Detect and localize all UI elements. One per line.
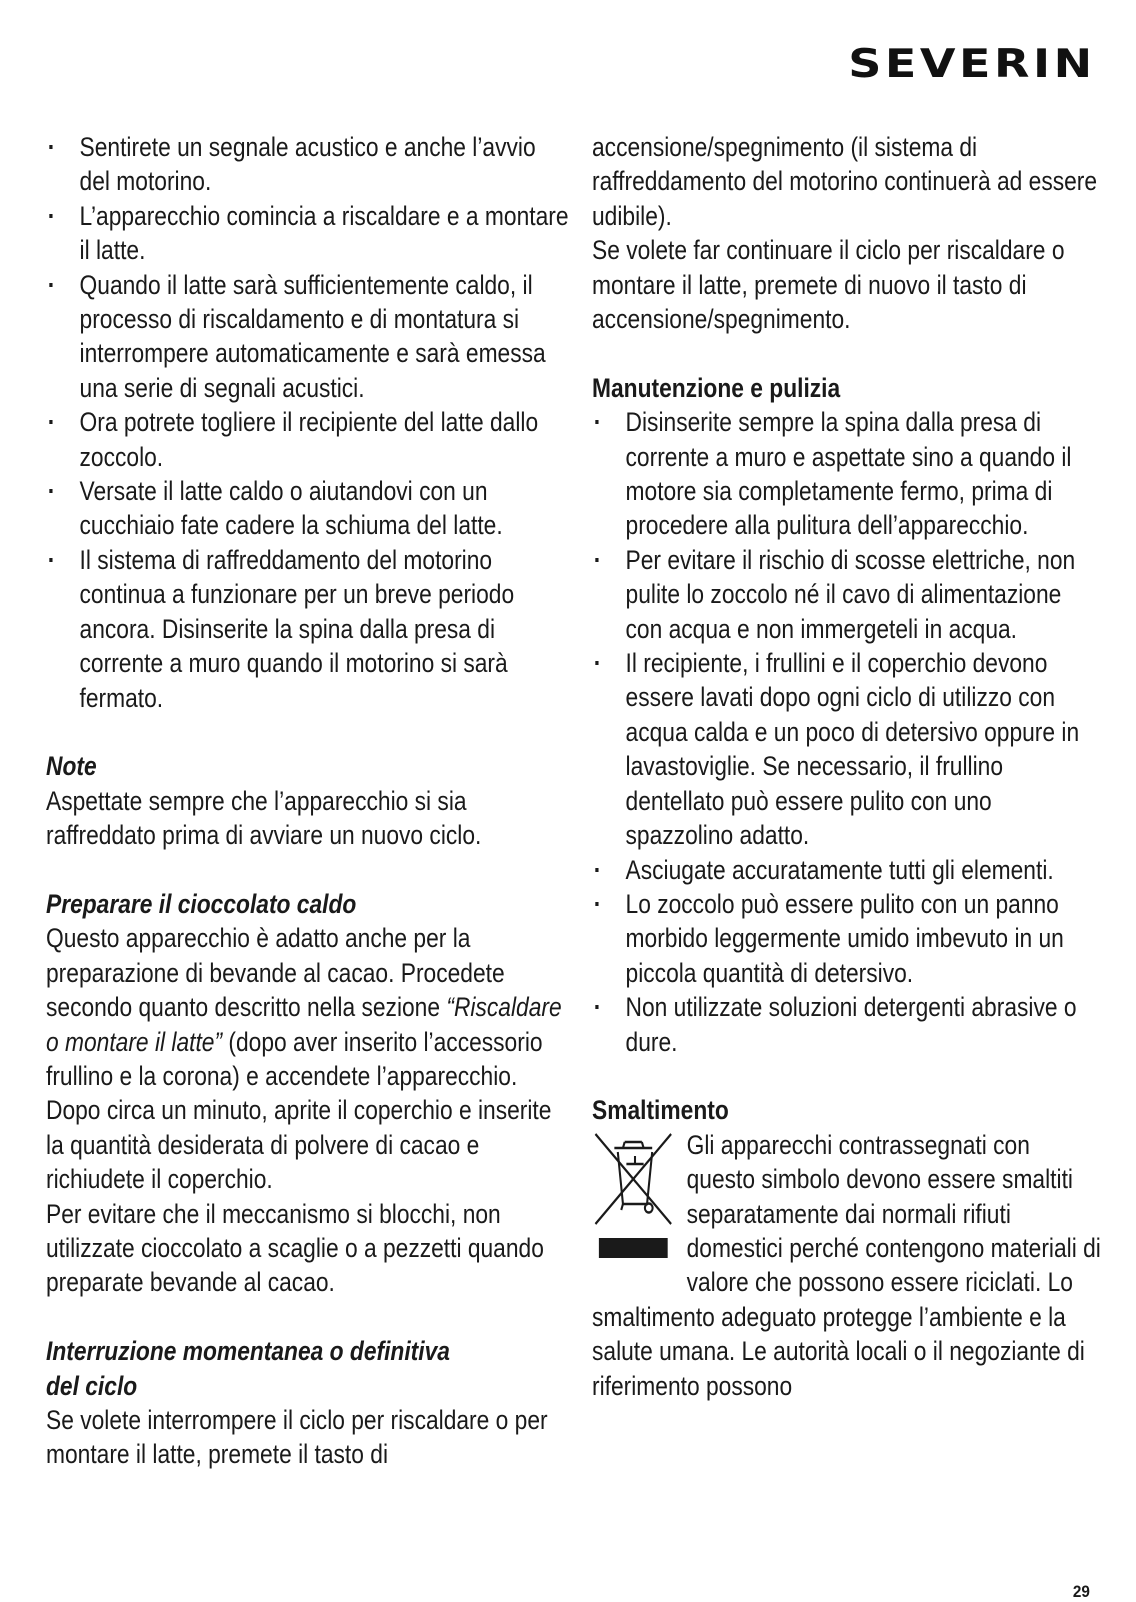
interrupt-heading-line: Interruzione momentanea o definitiva	[46, 1336, 450, 1367]
list-item: · Non utilizzate soluzioni detergenti abrasive o dure.	[592, 990, 1101, 1059]
page-number: 29	[1072, 1582, 1090, 1601]
disposal-heading: Smaltimento	[592, 1095, 729, 1126]
weee-bin-icon	[592, 1130, 687, 1270]
list-item: · Disinserite sempre la spina dalla presa di corrente a muro e aspettate sino a quando il motore sia completamente fermo, prima di procedere alla pulitura dell’apparecchio.	[592, 405, 1101, 543]
chocolate-text: (dopo aver inserito l’accessorio frullino e la corona) e accendete l’apparecchio. Dopo circa un minuto, aprite il coperchio e inserite la quantità desiderata di polvere di cacao e richiudete il coperchio.	[46, 1026, 552, 1195]
chocolate-heading: Preparare il cioccolato caldo	[46, 888, 357, 919]
interrupt-heading	[46, 1334, 571, 1403]
list-item: · Lo zoccolo può essere pulito con un panno morbido leggermente umido imbevuto in un piccola quantità di detersivo.	[592, 887, 1101, 990]
note-text: Aspettate sempre che l’apparecchio si sia raffreddato prima di avviare un nuovo ciclo.	[46, 785, 482, 851]
list-item: · Ora potrete togliere il recipiente del latte dallo zoccolo.	[46, 405, 571, 474]
list-item: · L’apparecchio comincia a riscaldare e a montare il latte.	[46, 199, 571, 268]
list-item: · Il sistema di raffreddamento del motorino continua a funzionare per un breve periodo ancora. Disinserite la spina dalla presa di corrente a muro quando il motorino si sarà fermato.	[46, 543, 571, 715]
list-item: · Versate il latte caldo o aiutandovi con un cucchiaio fate cadere la schiuma del latte.	[46, 474, 571, 543]
section-reference: “Riscaldare o montare il latte”	[46, 992, 562, 1057]
maintenance-list	[592, 405, 1101, 1059]
list-item: · Sentirete un segnale acustico e anche l’avvio del motorino.	[46, 130, 571, 199]
chocolate-paragraph	[46, 921, 571, 1196]
resume-text: Se volete far continuare il ciclo per riscaldare o montare il latte, premete di nuovo il tasto di accensione/spegnimento.	[592, 235, 1065, 335]
continued-text: accensione/spegnimento (il sistema di raffreddamento del motorino continuerà ad essere udibile).	[592, 132, 1098, 231]
list-item: · Il recipiente, i frullini e il coperchio devono essere lavati dopo ogni ciclo di utilizzo con acqua calda e un poco di detersivo oppure in lavastoviglie. Se necessario, il frullino dentellato può essere pulito con uno spazzolino adatto.	[592, 646, 1101, 852]
interrupt-heading-line: del ciclo	[46, 1370, 138, 1401]
instruction-list	[46, 130, 571, 715]
chocolate-warning: Per evitare che il meccanismo si blocchi, non utilizzate cioccolato a scaglie o a pezzetti quando preparate bevande al cacao.	[46, 1198, 544, 1298]
list-item: · Asciugate accuratamente tutti gli elementi.	[592, 853, 1101, 887]
disposal-section	[592, 1128, 1101, 1403]
interrupt-text: Se volete interrompere il ciclo per riscaldare o per montare il latte, premete il tasto di	[46, 1404, 548, 1470]
right-column	[592, 130, 1101, 1403]
disposal-text: Gli apparecchi contrassegnati con questo simbolo devono essere smaltiti separatamente dai normali rifiuti domestici perché contengono materiali di valore che possono essere riciclati. Lo smaltimento adeguato protegge l’ambiente e la salute umana. Le autorità locali o il negoziante di riferimento possono	[592, 1129, 1101, 1401]
list-item: · Quando il latte sarà sufficientemente caldo, il processo di riscaldamento e di montatura si interrompere automaticamente e sarà emessa una serie di segnali acustici.	[46, 268, 571, 406]
maintenance-heading: Manutenzione e pulizia	[592, 372, 841, 403]
brand-logo: SEVERIN	[848, 42, 1096, 87]
note-heading: Note	[46, 751, 97, 782]
chocolate-text: Questo apparecchio è adatto anche per la preparazione di bevande al cacao. Procedete secondo quanto descritto nella sezione	[46, 923, 505, 1023]
list-item: · Per evitare il rischio di scosse elettriche, non pulite lo zoccolo né il cavo di alimentazione con acqua e non immergeteli in acqua.	[592, 543, 1101, 646]
left-column	[46, 130, 571, 1472]
